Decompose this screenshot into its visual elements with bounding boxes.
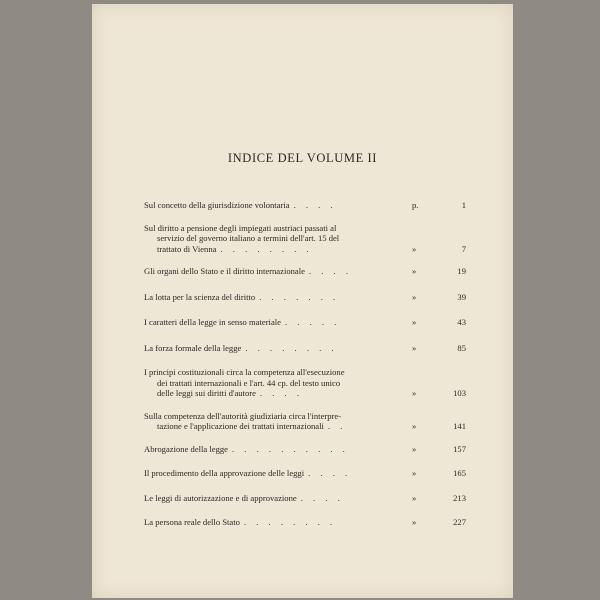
toc-entry-title-cont: servizio del governo italiano a termini dell'art. 15 del (157, 233, 340, 243)
toc-entry (144, 468, 466, 479)
toc-entry-title: La lotta per la scienza del diritto (144, 291, 256, 302)
toc-page-number: 1 (461, 200, 466, 210)
page-marker: » (412, 243, 417, 254)
toc-entry-title: Sul concetto della giurisdizione volontaria (144, 200, 290, 210)
page-marker: » (412, 492, 417, 503)
toc-page-number: 103 (453, 388, 466, 398)
toc-entry-title-cont: trattato di Vienna (157, 243, 217, 254)
toc-entry (144, 493, 466, 504)
leader-dots: . . . . . . . . . . (232, 443, 349, 454)
toc-entry (144, 292, 466, 303)
toc-page-number: 165 (453, 468, 466, 478)
leader-dots: . . . . (308, 468, 352, 478)
leader-dots: . . . . . (284, 317, 341, 327)
page-marker: » (412, 266, 417, 276)
toc-entry-title: La forza formale della legge (144, 342, 242, 353)
leader-dots: . . (327, 421, 347, 431)
toc-page-number: 141 (453, 421, 466, 431)
toc-page-number: 227 (453, 517, 466, 527)
toc-entry (144, 223, 466, 255)
leader-dots: . . . . . . . . (245, 342, 338, 353)
toc-entry-title: Abrogazione della legge (144, 443, 228, 454)
leader-dots: . . . . (293, 200, 337, 210)
toc-entry-title-cont: dei trattati internazionali e l'art. 44 cp. del testo unico (157, 377, 341, 388)
toc-entry-title-cont: tazione e l'applicazione dei trattati internazionali (157, 421, 324, 431)
page-marker: » (412, 342, 417, 353)
toc-page-number: 19 (457, 266, 466, 276)
page-title: INDICE DEL VOLUME II (227, 151, 378, 165)
toc-page-number: 39 (457, 291, 466, 302)
toc-entry (144, 367, 466, 399)
toc-entry-title: I principi costituzionali circa la competenza all'esecuzione (144, 367, 345, 377)
toc-entry (144, 317, 466, 328)
toc-entry-title: Le leggi di autorizzazione e di approvazione (144, 492, 297, 503)
page-marker: » (412, 468, 417, 478)
toc-entry (144, 411, 466, 432)
toc-entry-title: Sulla competenza dell'autorità giudiziaria circa l'interpre- (144, 410, 342, 421)
book-page (92, 4, 513, 598)
toc-entry-title: Sul diritto a pensione degli impiegati austriaci passati al (144, 222, 337, 233)
leader-dots: . . . . (259, 388, 303, 398)
page-marker: p. (412, 200, 419, 210)
page-marker: » (412, 421, 417, 431)
toc-entry (144, 517, 466, 528)
toc-page-number: 157 (453, 443, 466, 454)
toc-page-number: 213 (453, 492, 466, 503)
page-marker: » (412, 517, 417, 527)
toc-entry-title: Il procedimento della approvazione delle leggi (144, 468, 305, 478)
page-marker: » (412, 291, 417, 302)
page-marker: » (412, 388, 417, 398)
leader-dots: . . . . (308, 266, 352, 276)
toc-entry-title: La persona reale dello Stato (144, 517, 240, 527)
toc-entry-title-cont: delle leggi sui diritti d'autore (157, 388, 256, 398)
leader-dots: . . . . (300, 492, 344, 503)
leader-dots: . . . . . . . . (243, 517, 337, 527)
page-marker: » (412, 443, 417, 454)
page-marker: » (412, 317, 417, 327)
toc-entry (144, 444, 466, 455)
toc-page-number: 85 (457, 342, 466, 353)
leader-dots: . . . . . . . (259, 291, 340, 302)
toc-entry-title: Gli organi dello Stato e il diritto internazionale (144, 266, 305, 276)
toc-entry (144, 266, 466, 277)
toc-page-number: 43 (457, 317, 466, 327)
toc-entry-title: I caratteri della legge in senso materiale (144, 317, 281, 327)
table-of-contents (144, 200, 466, 527)
toc-entry (144, 343, 466, 354)
leader-dots: . . . . . . . . (220, 243, 313, 254)
toc-page-number: 7 (461, 243, 466, 254)
toc-entry (144, 200, 466, 211)
